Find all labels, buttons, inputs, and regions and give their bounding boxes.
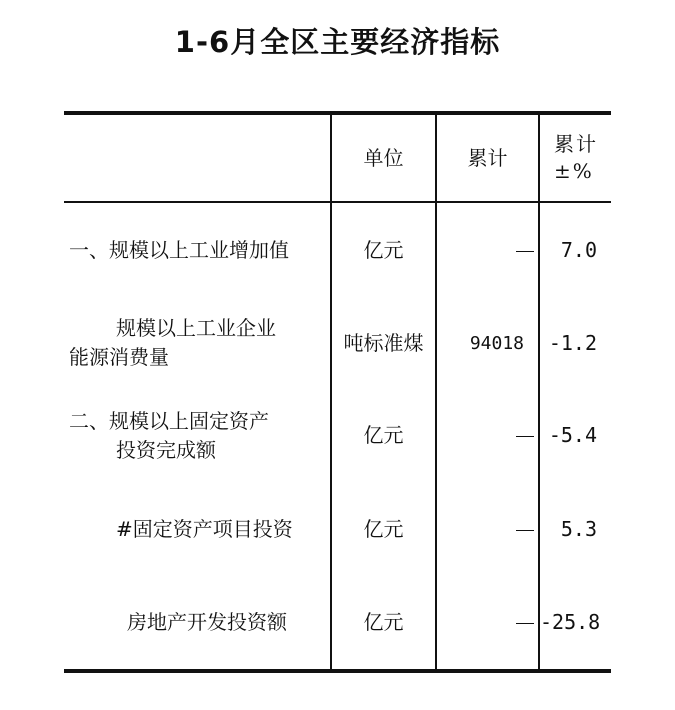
dash-mark (516, 251, 534, 252)
row-pct: -25.8 (539, 575, 611, 671)
page-title: 1-6月全区主要经济指标 (174, 25, 501, 59)
row-unit: 亿元 (331, 202, 436, 298)
row-unit: 亿元 (331, 575, 436, 671)
row-pct: -1.2 (539, 298, 611, 388)
dash-mark (516, 436, 534, 437)
dash-mark (516, 530, 534, 531)
row-pct: 7.0 (539, 202, 611, 298)
table-row (64, 483, 611, 575)
row-name: #固定资产项目投资 (116, 516, 293, 541)
row-total-value (534, 421, 535, 422)
row-total-value (534, 236, 535, 237)
row-name-cell (64, 298, 331, 388)
row-name: 规模以上工业企业 (116, 316, 276, 340)
header-pct-line2: ±% (554, 159, 594, 183)
row-name-continued: 投资完成额 (116, 437, 216, 462)
row-unit: 亿元 (331, 483, 436, 575)
indicators-table (64, 111, 611, 673)
row-name-cell (64, 202, 331, 298)
row-name-cell (64, 575, 331, 671)
row-name-cell (64, 388, 331, 483)
header-pct (539, 113, 611, 202)
row-name-cell (64, 483, 331, 575)
row-total (436, 575, 539, 671)
row-total (436, 202, 539, 298)
table-row (64, 202, 611, 298)
row-unit: 亿元 (331, 388, 436, 483)
header-name (64, 113, 331, 202)
row-total-value (534, 515, 535, 516)
table-row (64, 575, 611, 671)
header-total: 累计 (436, 113, 539, 202)
header-row (64, 113, 611, 202)
table-row (64, 298, 611, 388)
row-total-value: 94018 (469, 333, 524, 354)
dash-mark (516, 623, 534, 624)
table-header (64, 113, 611, 202)
row-name: 房地产开发投资额 (127, 609, 287, 634)
row-total (436, 388, 539, 483)
row-pct: 5.3 (539, 483, 611, 575)
row-total (436, 483, 539, 575)
row-name-continued: 能源消费量 (69, 345, 169, 369)
row-pct: -5.4 (539, 388, 611, 483)
header-pct-line1: 累计 (554, 132, 598, 156)
table-body (64, 202, 611, 671)
row-name: 二、规模以上固定资产 (69, 408, 269, 433)
row-total (436, 298, 539, 388)
table-row (64, 388, 611, 483)
row-name: 一、规模以上工业增加值 (69, 238, 289, 262)
row-unit: 吨标准煤 (331, 298, 436, 388)
header-unit: 单位 (331, 113, 436, 202)
row-total-value (534, 608, 535, 609)
